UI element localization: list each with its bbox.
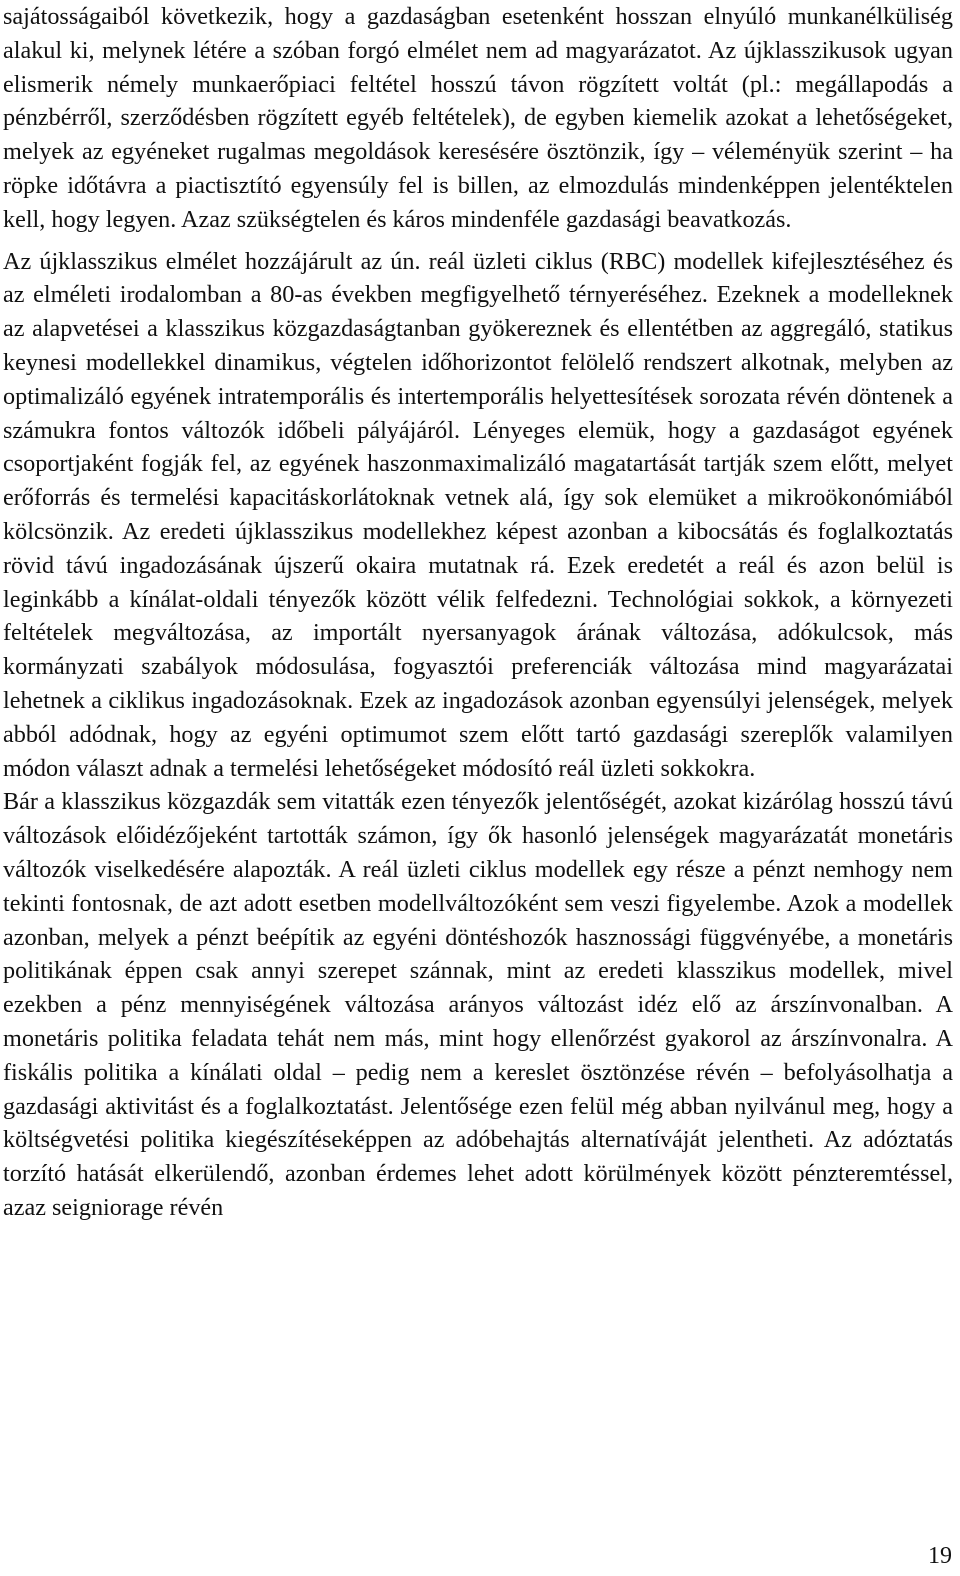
page-number: 19: [928, 1543, 952, 1569]
paragraph-3: Bár a klasszikus közgazdák sem vitatták ezen tényezők jelentőségét, azokat kizárólag hosszú távú változások előidézőjeként tartották számon, így ők hasonló jelenségek magyarázatát monetáris változók viselkedésére alapozták. A reál üzleti ciklus modellek egy része a pénzt nemhogy nem tekinti fontosnak, de azt adott esetben modellváltozóként sem veszi figyelembe. Azok a modellek azonban, melyek a pénzt beépítik az egyéni döntéshozók hasznossági függvényébe, a monetáris politikának éppen csak annyi szerepet szánnak, mint az eredeti klasszikus modellek, mivel ezekben a pénz mennyiségének változása arányos változást idéz elő az árszínvonalban. A monetáris politika feladata tehát nem más, mint hogy ellenőrzést gyakorol az árszínvonalra. A fiskális politika a kínálati oldal – pedig nem a kereslet ösztönzése révén – befolyásolhatja a gazdasági aktivitást és a foglalkoztatást. Jelentősége ezen felül még abban nyilvánul meg, hogy a költségvetési politika kiegészítéseképpen az adóbehajtás alternatíváját jelentheti. Az adóztatás torzító hatását elkerülendő, azonban érdemes lehet adott körülmények között pénzteremtéssel, azaz seigniorage révén: [3, 788, 953, 1221]
page-body: [3, 0, 953, 1225]
paragraph-1: sajátosságaiból következik, hogy a gazdaságban esetenként hosszan elnyúló munkanélküliség alakul ki, melynek létére a szóban forgó elmélet nem ad magyarázatot. Az újklasszikusok ugyan elismerik némely munkaerőpiaci feltétel hosszú távon rögzített voltát (pl.: megállapodás a pénzbérről, szerződésben rögzített egyéb feltételek), de egyben kiemelik azokat a lehetőségeket, melyek az egyéneket rugalmas megoldások keresésére ösztönzik, így – véleményük szerint – ha röpke időtávra a piactisztító egyensúly fel is billen, az elmozdulás mindenképpen jelentéktelen kell, hogy legyen. Azaz szükségtelen és káros mindenféle gazdasági beavatkozás.: [3, 3, 953, 233]
paragraph-2: Az újklasszikus elmélet hozzájárult az ún. reál üzleti ciklus (RBC) modellek kifejlesztéséhez és az elméleti irodalomban a 80-as években megfigyelhető térnyeréséhez. Ezeknek a modelleknek az alapvetései a klasszikus közgazdaságtanban gyökereznek és ellentétben az aggregáló, statikus keynesi modellekkel dinamikus, végtelen időhorizontot felölelő rendszert alkotnak, melyben az optimalizáló egyének intratemporális és intertemporális helyettesítések sorozata révén döntenek a számukra fontos változók időbeli pályájáról. Lényeges elemük, hogy a gazdaságot egyének csoportjaként fogják fel, az egyének haszonmaximalizáló magatartását tartják szem előtt, melyet erőforrás és termelési kapacitáskorlátoknak vetnek alá, így sok elemüket a mikroökonómiából kölcsönzik. Az eredeti újklasszikus modellekhez képest azonban a kibocsátás és foglalkoztatás rövid távú ingadozásának újszerű okaira mutatnak rá. Ezek eredetét a reál és azon belül is leginkább a kínálat-oldali tényezők között vélik felfedezni. Technológiai sokkok, a környezeti feltételek megváltozása, az importált nyersanyagok árának változása, adókulcsok, más kormányzati szabályok módosulása, fogyasztói preferenciák változása mind magyarázatai lehetnek a ciklikus ingadozásoknak. Ezek az ingadozások azonban egyensúlyi jelenségek, melyek abból adódnak, hogy az egyéni optimumot szem előtt tartó gazdasági szereplők valamilyen módon választ adnak a termelési lehetőségeket módosító reál üzleti sokkokra.: [3, 247, 953, 782]
